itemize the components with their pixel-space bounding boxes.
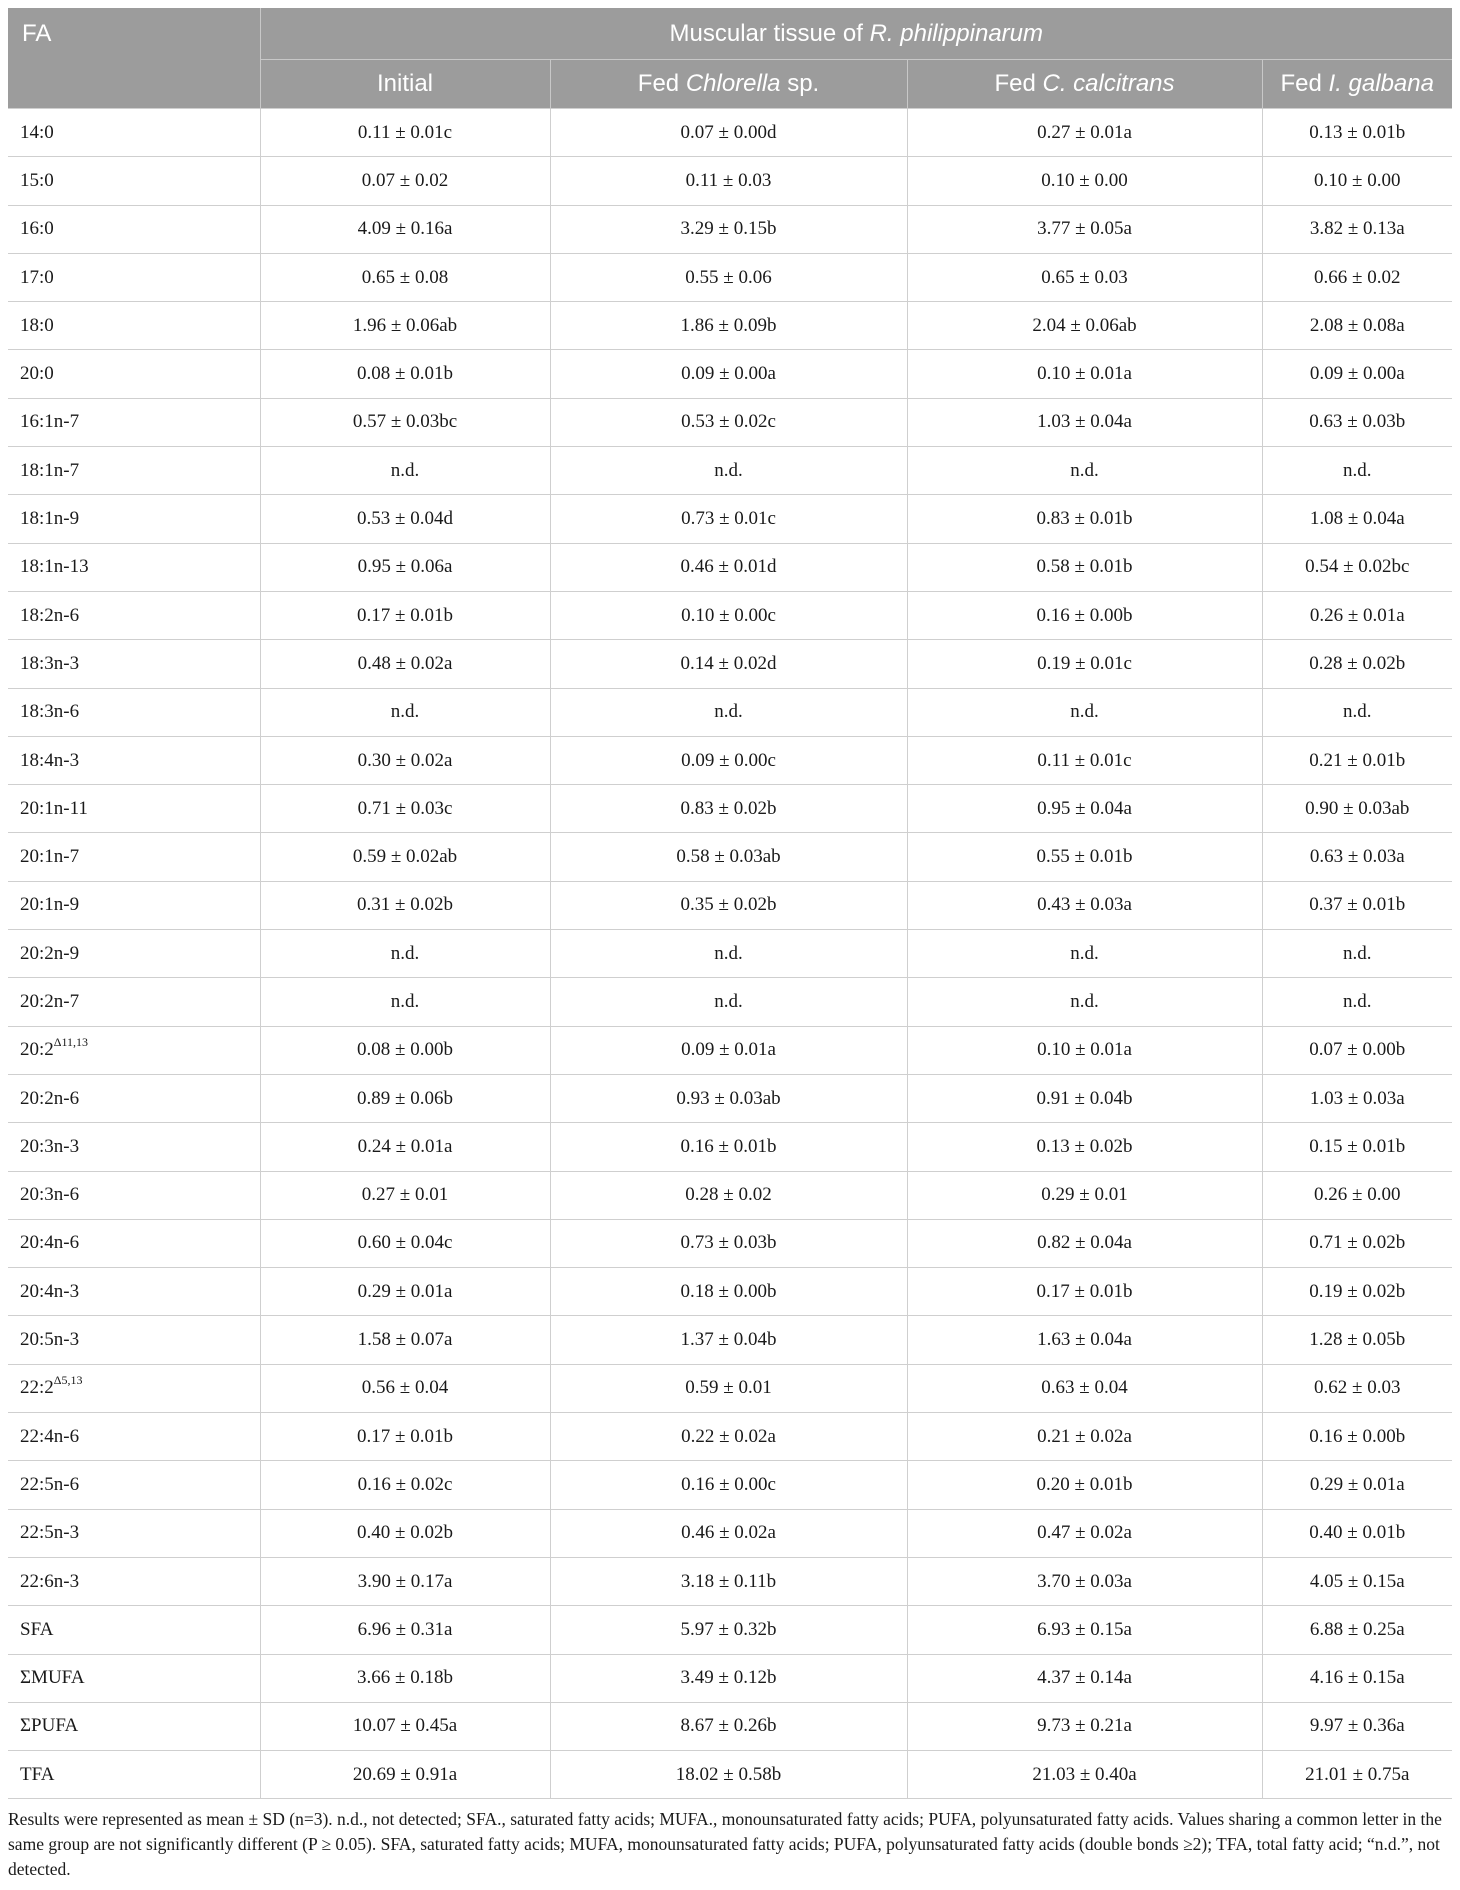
value-cell: 0.31 ± 0.02b: [260, 881, 550, 929]
fa-name-cell: [8, 1123, 260, 1171]
value-cell: 4.37 ± 0.14a: [907, 1654, 1262, 1702]
table-row: [8, 543, 1452, 591]
value-cell: 1.86 ± 0.09b: [550, 302, 907, 350]
fa-name: 20:1n-9: [20, 894, 80, 916]
fa-name-cell: [8, 1219, 260, 1267]
fa-name-cell: [8, 109, 260, 157]
value-cell: n.d.: [1262, 447, 1452, 495]
fa-name: TFA: [20, 1763, 55, 1785]
fa-name-cell: [8, 1751, 260, 1799]
table-row: [8, 1606, 1452, 1654]
value-cell: 0.73 ± 0.03b: [550, 1219, 907, 1267]
value-cell: 0.09 ± 0.00c: [550, 736, 907, 784]
fa-name: 14:0: [20, 121, 54, 143]
value-cell: 0.95 ± 0.06a: [260, 543, 550, 591]
fa-name-cell: [8, 1316, 260, 1364]
fa-name: 20:4n-6: [20, 1232, 80, 1254]
fa-name-cell: [8, 1654, 260, 1702]
value-cell: n.d.: [550, 978, 907, 1026]
value-cell: 0.10 ± 0.00c: [550, 591, 907, 639]
value-cell: 0.13 ± 0.01b: [1262, 109, 1452, 157]
header-col-plain: Initial: [376, 70, 434, 97]
header-col-initial: [260, 60, 550, 109]
fa-name-cell: [8, 881, 260, 929]
table-row: [8, 978, 1452, 1026]
value-cell: 0.16 ± 0.00c: [550, 1461, 907, 1509]
fa-name: 20:3n-3: [20, 1135, 80, 1157]
value-cell: 0.13 ± 0.02b: [907, 1123, 1262, 1171]
fa-name-cell: [8, 1026, 260, 1074]
fa-name-cell: [8, 1606, 260, 1654]
value-cell: 0.35 ± 0.02b: [550, 881, 907, 929]
fa-name: 18:2n-6: [20, 604, 80, 626]
value-cell: 0.65 ± 0.08: [260, 253, 550, 301]
fa-name: 22:4n-6: [20, 1425, 80, 1447]
value-cell: 8.67 ± 0.26b: [550, 1702, 907, 1750]
fatty-acid-table: [8, 8, 1452, 1799]
value-cell: n.d.: [260, 930, 550, 978]
header-col-chlorella: [550, 60, 907, 109]
header-fa: FA: [8, 8, 260, 109]
value-cell: 3.70 ± 0.03a: [907, 1557, 1262, 1605]
value-cell: 0.16 ± 0.00b: [1262, 1413, 1452, 1461]
value-cell: 0.54 ± 0.02bc: [1262, 543, 1452, 591]
value-cell: 0.28 ± 0.02b: [1262, 640, 1452, 688]
table-row: [8, 688, 1452, 736]
value-cell: 0.09 ± 0.00a: [1262, 350, 1452, 398]
value-cell: 0.95 ± 0.04a: [907, 785, 1262, 833]
value-cell: 0.63 ± 0.04: [907, 1364, 1262, 1412]
value-cell: 0.62 ± 0.03: [1262, 1364, 1452, 1412]
table-row: [8, 785, 1452, 833]
fa-name-cell: [8, 157, 260, 205]
value-cell: n.d.: [907, 447, 1262, 495]
fa-name: 20:5n-3: [20, 1329, 80, 1351]
table-row: [8, 1171, 1452, 1219]
value-cell: 21.03 ± 0.40a: [907, 1751, 1262, 1799]
value-cell: 18.02 ± 0.58b: [550, 1751, 907, 1799]
value-cell: 0.71 ± 0.03c: [260, 785, 550, 833]
value-cell: 0.11 ± 0.01c: [907, 736, 1262, 784]
value-cell: 0.82 ± 0.04a: [907, 1219, 1262, 1267]
value-cell: 1.08 ± 0.04a: [1262, 495, 1452, 543]
fa-name: 18:3n-6: [20, 701, 80, 723]
fa-name-cell: [8, 1413, 260, 1461]
value-cell: 0.16 ± 0.00b: [907, 591, 1262, 639]
table-row: [8, 1413, 1452, 1461]
fa-name: 22:5n-6: [20, 1473, 80, 1495]
fa-name: 18:1n-13: [20, 556, 89, 578]
fa-name-cell: [8, 302, 260, 350]
value-cell: 0.17 ± 0.01b: [260, 1413, 550, 1461]
value-cell: 0.40 ± 0.01b: [1262, 1509, 1452, 1557]
value-cell: n.d.: [907, 688, 1262, 736]
fa-name: 20:2n-7: [20, 990, 80, 1012]
value-cell: 0.90 ± 0.03ab: [1262, 785, 1452, 833]
value-cell: 4.16 ± 0.15a: [1262, 1654, 1452, 1702]
fa-name-cell: [8, 1702, 260, 1750]
header-col-calcitrans: [907, 60, 1262, 109]
value-cell: 0.10 ± 0.00: [907, 157, 1262, 205]
table-row: [8, 1268, 1452, 1316]
value-cell: 4.05 ± 0.15a: [1262, 1557, 1452, 1605]
fa-name-cell: [8, 1074, 260, 1122]
fa-name: 16:0: [20, 218, 54, 240]
value-cell: 0.71 ± 0.02b: [1262, 1219, 1452, 1267]
fa-name-cell: [8, 1171, 260, 1219]
value-cell: 1.96 ± 0.06ab: [260, 302, 550, 350]
table-row: [8, 398, 1452, 446]
header-group-prefix: Muscular tissue of: [669, 19, 870, 47]
header-col-galbana: [1262, 60, 1452, 109]
value-cell: 0.10 ± 0.01a: [907, 1026, 1262, 1074]
header-col-italic: I. galbana: [1328, 70, 1434, 97]
value-cell: 0.73 ± 0.01c: [550, 495, 907, 543]
value-cell: 2.08 ± 0.08a: [1262, 302, 1452, 350]
value-cell: 3.77 ± 0.05a: [907, 205, 1262, 253]
value-cell: 0.60 ± 0.04c: [260, 1219, 550, 1267]
value-cell: n.d.: [1262, 978, 1452, 1026]
value-cell: 0.30 ± 0.02a: [260, 736, 550, 784]
fa-name: 18:0: [20, 314, 54, 336]
value-cell: 0.55 ± 0.06: [550, 253, 907, 301]
fa-name-cell: [8, 447, 260, 495]
header-col-italic: Chlorella: [685, 70, 781, 97]
table-row: [8, 1557, 1452, 1605]
value-cell: 0.14 ± 0.02d: [550, 640, 907, 688]
fa-name-cell: [8, 205, 260, 253]
value-cell: 0.29 ± 0.01a: [260, 1268, 550, 1316]
fa-name-cell: [8, 1461, 260, 1509]
value-cell: 0.58 ± 0.01b: [907, 543, 1262, 591]
value-cell: 0.07 ± 0.02: [260, 157, 550, 205]
table-row: [8, 881, 1452, 929]
value-cell: n.d.: [1262, 688, 1452, 736]
fa-name: SFA: [20, 1618, 54, 1640]
fa-name: 18:4n-3: [20, 749, 80, 771]
value-cell: 0.27 ± 0.01a: [907, 109, 1262, 157]
value-cell: 1.28 ± 0.05b: [1262, 1316, 1452, 1364]
value-cell: 0.58 ± 0.03ab: [550, 833, 907, 881]
fa-name: 22:2: [20, 1377, 54, 1399]
table-row: [8, 350, 1452, 398]
fa-name: 20:2n-6: [20, 1087, 80, 1109]
value-cell: n.d.: [907, 930, 1262, 978]
value-cell: 0.16 ± 0.02c: [260, 1461, 550, 1509]
value-cell: 0.89 ± 0.06b: [260, 1074, 550, 1122]
value-cell: 0.63 ± 0.03b: [1262, 398, 1452, 446]
table-row: [8, 1074, 1452, 1122]
value-cell: 9.97 ± 0.36a: [1262, 1702, 1452, 1750]
value-cell: 6.96 ± 0.31a: [260, 1606, 550, 1654]
fa-name: ΣPUFA: [20, 1715, 79, 1737]
fa-name: 20:2n-9: [20, 942, 80, 964]
value-cell: 0.83 ± 0.01b: [907, 495, 1262, 543]
value-cell: 2.04 ± 0.06ab: [907, 302, 1262, 350]
value-cell: 0.47 ± 0.02a: [907, 1509, 1262, 1557]
value-cell: 0.07 ± 0.00b: [1262, 1026, 1452, 1074]
value-cell: 9.73 ± 0.21a: [907, 1702, 1262, 1750]
value-cell: 0.46 ± 0.02a: [550, 1509, 907, 1557]
value-cell: 0.16 ± 0.01b: [550, 1123, 907, 1171]
value-cell: 0.21 ± 0.01b: [1262, 736, 1452, 784]
fa-name-cell: [8, 833, 260, 881]
value-cell: 0.08 ± 0.00b: [260, 1026, 550, 1074]
value-cell: 0.53 ± 0.04d: [260, 495, 550, 543]
value-cell: 0.29 ± 0.01a: [1262, 1461, 1452, 1509]
fa-name-cell: [8, 1268, 260, 1316]
value-cell: n.d.: [550, 688, 907, 736]
fa-name: 18:3n-3: [20, 652, 80, 674]
header-col-italic: C. calcitrans: [1042, 70, 1175, 97]
value-cell: 0.65 ± 0.03: [907, 253, 1262, 301]
value-cell: 0.26 ± 0.01a: [1262, 591, 1452, 639]
table-row: [8, 1461, 1452, 1509]
table-row: [8, 591, 1452, 639]
table-row: [8, 1123, 1452, 1171]
value-cell: 0.46 ± 0.01d: [550, 543, 907, 591]
fa-name-cell: [8, 688, 260, 736]
fa-name-cell: [8, 785, 260, 833]
value-cell: 0.07 ± 0.00d: [550, 109, 907, 157]
value-cell: 0.29 ± 0.01: [907, 1171, 1262, 1219]
value-cell: 0.48 ± 0.02a: [260, 640, 550, 688]
fa-name: 16:1n-7: [20, 411, 80, 433]
value-cell: 0.93 ± 0.03ab: [550, 1074, 907, 1122]
header-group-species: R. philippinarum: [869, 19, 1043, 47]
value-cell: 1.03 ± 0.04a: [907, 398, 1262, 446]
fa-name-cell: [8, 736, 260, 784]
value-cell: 0.83 ± 0.02b: [550, 785, 907, 833]
value-cell: 0.19 ± 0.02b: [1262, 1268, 1452, 1316]
fa-name-cell: [8, 978, 260, 1026]
header-col-prefix: Fed: [1280, 70, 1329, 97]
value-cell: n.d.: [550, 930, 907, 978]
table-container: [8, 8, 1452, 1882]
table-row: [8, 1026, 1452, 1074]
fa-name: 20:3n-6: [20, 1184, 80, 1206]
table-row: [8, 1219, 1452, 1267]
header-group: [260, 8, 1452, 60]
value-cell: n.d.: [1262, 930, 1452, 978]
value-cell: 0.10 ± 0.00: [1262, 157, 1452, 205]
fa-name: 20:4n-3: [20, 1280, 80, 1302]
value-cell: 21.01 ± 0.75a: [1262, 1751, 1452, 1799]
value-cell: 1.03 ± 0.03a: [1262, 1074, 1452, 1122]
table-row: [8, 930, 1452, 978]
fa-name-cell: [8, 495, 260, 543]
table-row: [8, 833, 1452, 881]
value-cell: 1.58 ± 0.07a: [260, 1316, 550, 1364]
value-cell: 4.09 ± 0.16a: [260, 205, 550, 253]
value-cell: 0.11 ± 0.01c: [260, 109, 550, 157]
table-row: [8, 253, 1452, 301]
value-cell: 0.27 ± 0.01: [260, 1171, 550, 1219]
fa-superscript: Δ5,13: [53, 1373, 83, 1388]
value-cell: 0.17 ± 0.01b: [260, 591, 550, 639]
table-row: [8, 1654, 1452, 1702]
fa-name-cell: [8, 1509, 260, 1557]
value-cell: 0.66 ± 0.02: [1262, 253, 1452, 301]
value-cell: 6.88 ± 0.25a: [1262, 1606, 1452, 1654]
header-col-prefix: Fed: [994, 70, 1043, 97]
fa-name-cell: [8, 543, 260, 591]
value-cell: 0.22 ± 0.02a: [550, 1413, 907, 1461]
value-cell: 0.09 ± 0.01a: [550, 1026, 907, 1074]
table-row: [8, 205, 1452, 253]
fa-name: ΣMUFA: [20, 1667, 85, 1689]
table-row: [8, 109, 1452, 157]
table-row: [8, 157, 1452, 205]
value-cell: 0.19 ± 0.01c: [907, 640, 1262, 688]
table-row: [8, 302, 1452, 350]
value-cell: 0.28 ± 0.02: [550, 1171, 907, 1219]
value-cell: 0.57 ± 0.03bc: [260, 398, 550, 446]
table-row: [8, 1702, 1452, 1750]
value-cell: 0.11 ± 0.03: [550, 157, 907, 205]
fa-name: 20:2: [20, 1039, 54, 1061]
fa-name: 18:1n-7: [20, 459, 80, 481]
value-cell: 0.53 ± 0.02c: [550, 398, 907, 446]
fa-name: 20:0: [20, 363, 54, 385]
value-cell: n.d.: [550, 447, 907, 495]
table-row: [8, 1316, 1452, 1364]
table-row: [8, 640, 1452, 688]
fa-name: 18:1n-9: [20, 508, 80, 530]
table-row: [8, 1509, 1452, 1557]
value-cell: 0.91 ± 0.04b: [907, 1074, 1262, 1122]
value-cell: n.d.: [260, 447, 550, 495]
value-cell: 0.24 ± 0.01a: [260, 1123, 550, 1171]
value-cell: 3.18 ± 0.11b: [550, 1557, 907, 1605]
value-cell: 0.55 ± 0.01b: [907, 833, 1262, 881]
table-row: [8, 736, 1452, 784]
fa-name-cell: [8, 1364, 260, 1412]
value-cell: 0.56 ± 0.04: [260, 1364, 550, 1412]
value-cell: 6.93 ± 0.15a: [907, 1606, 1262, 1654]
value-cell: n.d.: [260, 688, 550, 736]
fa-name-cell: [8, 640, 260, 688]
fa-name: 15:0: [20, 169, 54, 191]
header-col-plain: sp.: [780, 70, 820, 97]
value-cell: 0.21 ± 0.02a: [907, 1413, 1262, 1461]
value-cell: 0.18 ± 0.00b: [550, 1268, 907, 1316]
fa-name: 17:0: [20, 266, 54, 288]
table-body: [8, 109, 1452, 1799]
table-row: [8, 495, 1452, 543]
value-cell: 0.37 ± 0.01b: [1262, 881, 1452, 929]
table-header: [8, 8, 1452, 109]
value-cell: 1.63 ± 0.04a: [907, 1316, 1262, 1364]
value-cell: 3.66 ± 0.18b: [260, 1654, 550, 1702]
fa-name-cell: [8, 930, 260, 978]
value-cell: 10.07 ± 0.45a: [260, 1702, 550, 1750]
value-cell: 20.69 ± 0.91a: [260, 1751, 550, 1799]
fa-name-cell: [8, 1557, 260, 1605]
table-row: [8, 1364, 1452, 1412]
fa-name-cell: [8, 253, 260, 301]
fa-name: 20:1n-7: [20, 846, 80, 868]
table-footnote: Results were represented as mean ± SD (n=3). n.d., not detected; SFA., saturated fatty acids; MUFA., monounsaturated fatty acids; PUFA, polyunsaturated fatty acids. Values sharing a common letter in the same group are not significantly different (P ≥ 0.05). SFA, saturated fatty acids; MUFA, monounsaturated fatty acids; PUFA, polyunsaturated fatty acids (double bonds ≥2); TFA, total fatty acid; “n.d.”, not detected.: [8, 1809, 1442, 1880]
value-cell: 3.82 ± 0.13a: [1262, 205, 1452, 253]
value-cell: 0.40 ± 0.02b: [260, 1509, 550, 1557]
value-cell: 0.59 ± 0.01: [550, 1364, 907, 1412]
header-col-prefix: Fed: [637, 70, 686, 97]
table-row: [8, 1751, 1452, 1799]
value-cell: 0.43 ± 0.03a: [907, 881, 1262, 929]
fa-name: 22:5n-3: [20, 1522, 80, 1544]
value-cell: 0.63 ± 0.03a: [1262, 833, 1452, 881]
value-cell: 0.59 ± 0.02ab: [260, 833, 550, 881]
value-cell: 1.37 ± 0.04b: [550, 1316, 907, 1364]
value-cell: 3.90 ± 0.17a: [260, 1557, 550, 1605]
fa-superscript: Δ11,13: [53, 1035, 89, 1050]
value-cell: 0.15 ± 0.01b: [1262, 1123, 1452, 1171]
value-cell: 0.08 ± 0.01b: [260, 350, 550, 398]
fa-name: 20:1n-11: [20, 797, 88, 819]
value-cell: 0.26 ± 0.00: [1262, 1171, 1452, 1219]
value-cell: n.d.: [907, 978, 1262, 1026]
value-cell: 5.97 ± 0.32b: [550, 1606, 907, 1654]
value-cell: 0.17 ± 0.01b: [907, 1268, 1262, 1316]
fa-name: 22:6n-3: [20, 1570, 80, 1592]
value-cell: 3.49 ± 0.12b: [550, 1654, 907, 1702]
value-cell: 0.20 ± 0.01b: [907, 1461, 1262, 1509]
fa-name-cell: [8, 591, 260, 639]
fa-name-cell: [8, 350, 260, 398]
table-row: [8, 447, 1452, 495]
fa-name-cell: [8, 398, 260, 446]
value-cell: n.d.: [260, 978, 550, 1026]
value-cell: 0.09 ± 0.00a: [550, 350, 907, 398]
value-cell: 0.10 ± 0.01a: [907, 350, 1262, 398]
value-cell: 3.29 ± 0.15b: [550, 205, 907, 253]
